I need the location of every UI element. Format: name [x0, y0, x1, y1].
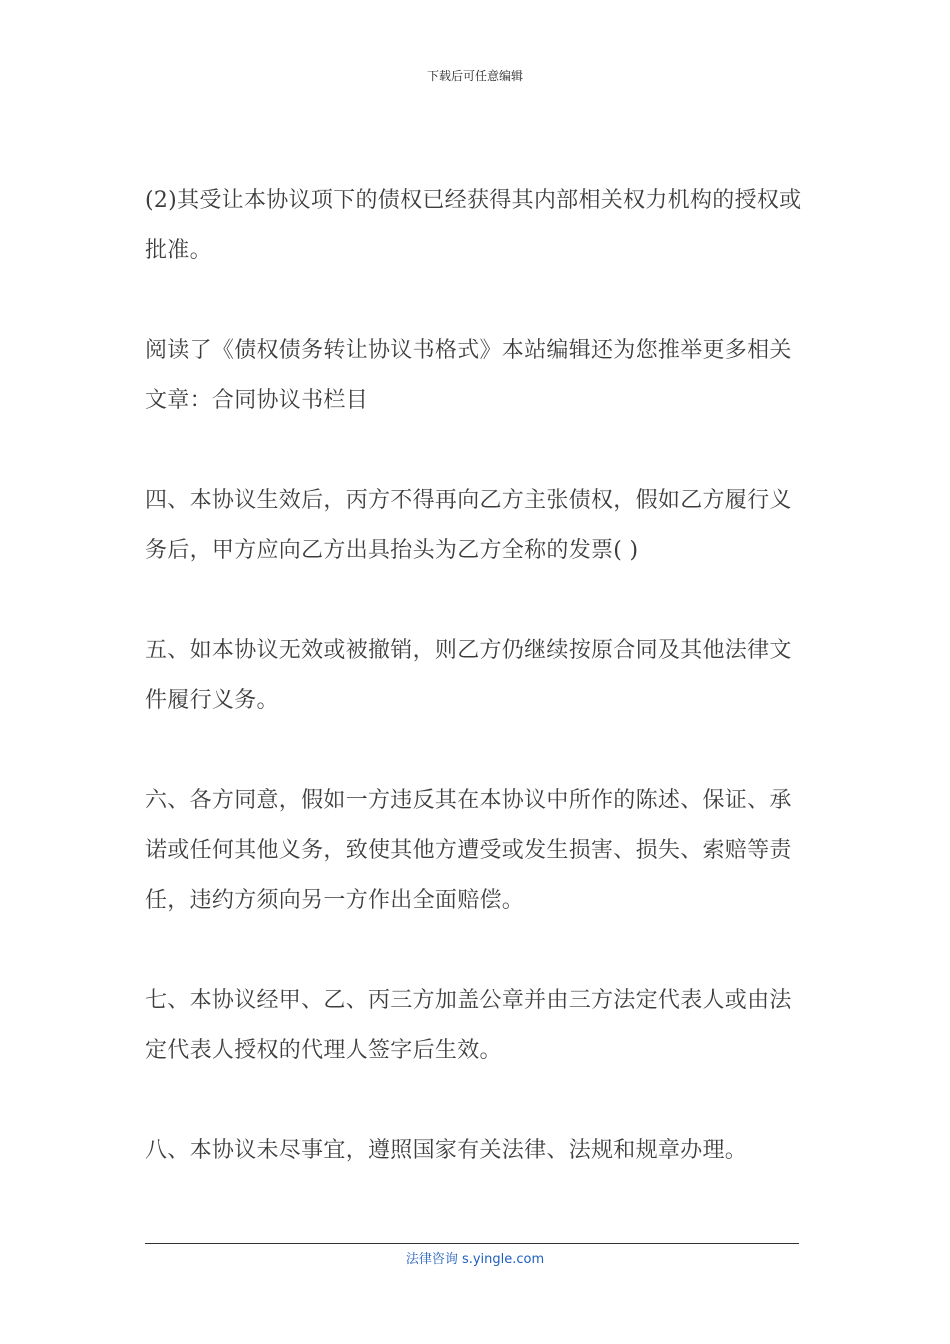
paragraph-1: (2)其受让本协议项下的债权已经获得其内部相关权力机构的授权或批准。: [145, 188, 802, 263]
paragraph-7: 八、本协议未尽事宜，遵照国家有关法律、法规和规章办理。: [145, 1138, 748, 1163]
paragraph-6: 七、本协议经甲、乙、丙三方加盖公章并由三方法定代表人或由法定代表人授权的代理人签字后生效。: [145, 988, 792, 1063]
paragraph-3: 四、本协议生效后，丙方不得再向乙方主张债权，假如乙方履行义务后，甲方应向乙方出具抬头为乙方全称的发票( ): [145, 488, 792, 563]
footer-divider: [145, 1243, 799, 1244]
footer-link[interactable]: 法律咨询 s.yingle.com: [405, 1252, 545, 1267]
paragraph-5: 六、各方同意，假如一方违反其在本协议中所作的陈述、保证、承诺或任何其他义务，致使其他方遭受或发生损害、损失、索赔等责任，违约方须向另一方作出全面赔偿。: [145, 788, 792, 913]
paragraph-2: 阅读了《债权债务转让协议书格式》本站编辑还为您推举更多相关文章：合同协议书栏目: [145, 338, 792, 413]
paragraph-4: 五、如本协议无效或被撤销，则乙方仍继续按原合同及其他法律文件履行义务。: [145, 638, 792, 713]
document-body: [145, 176, 805, 1226]
header-note: 下载后可任意编辑: [426, 69, 523, 83]
